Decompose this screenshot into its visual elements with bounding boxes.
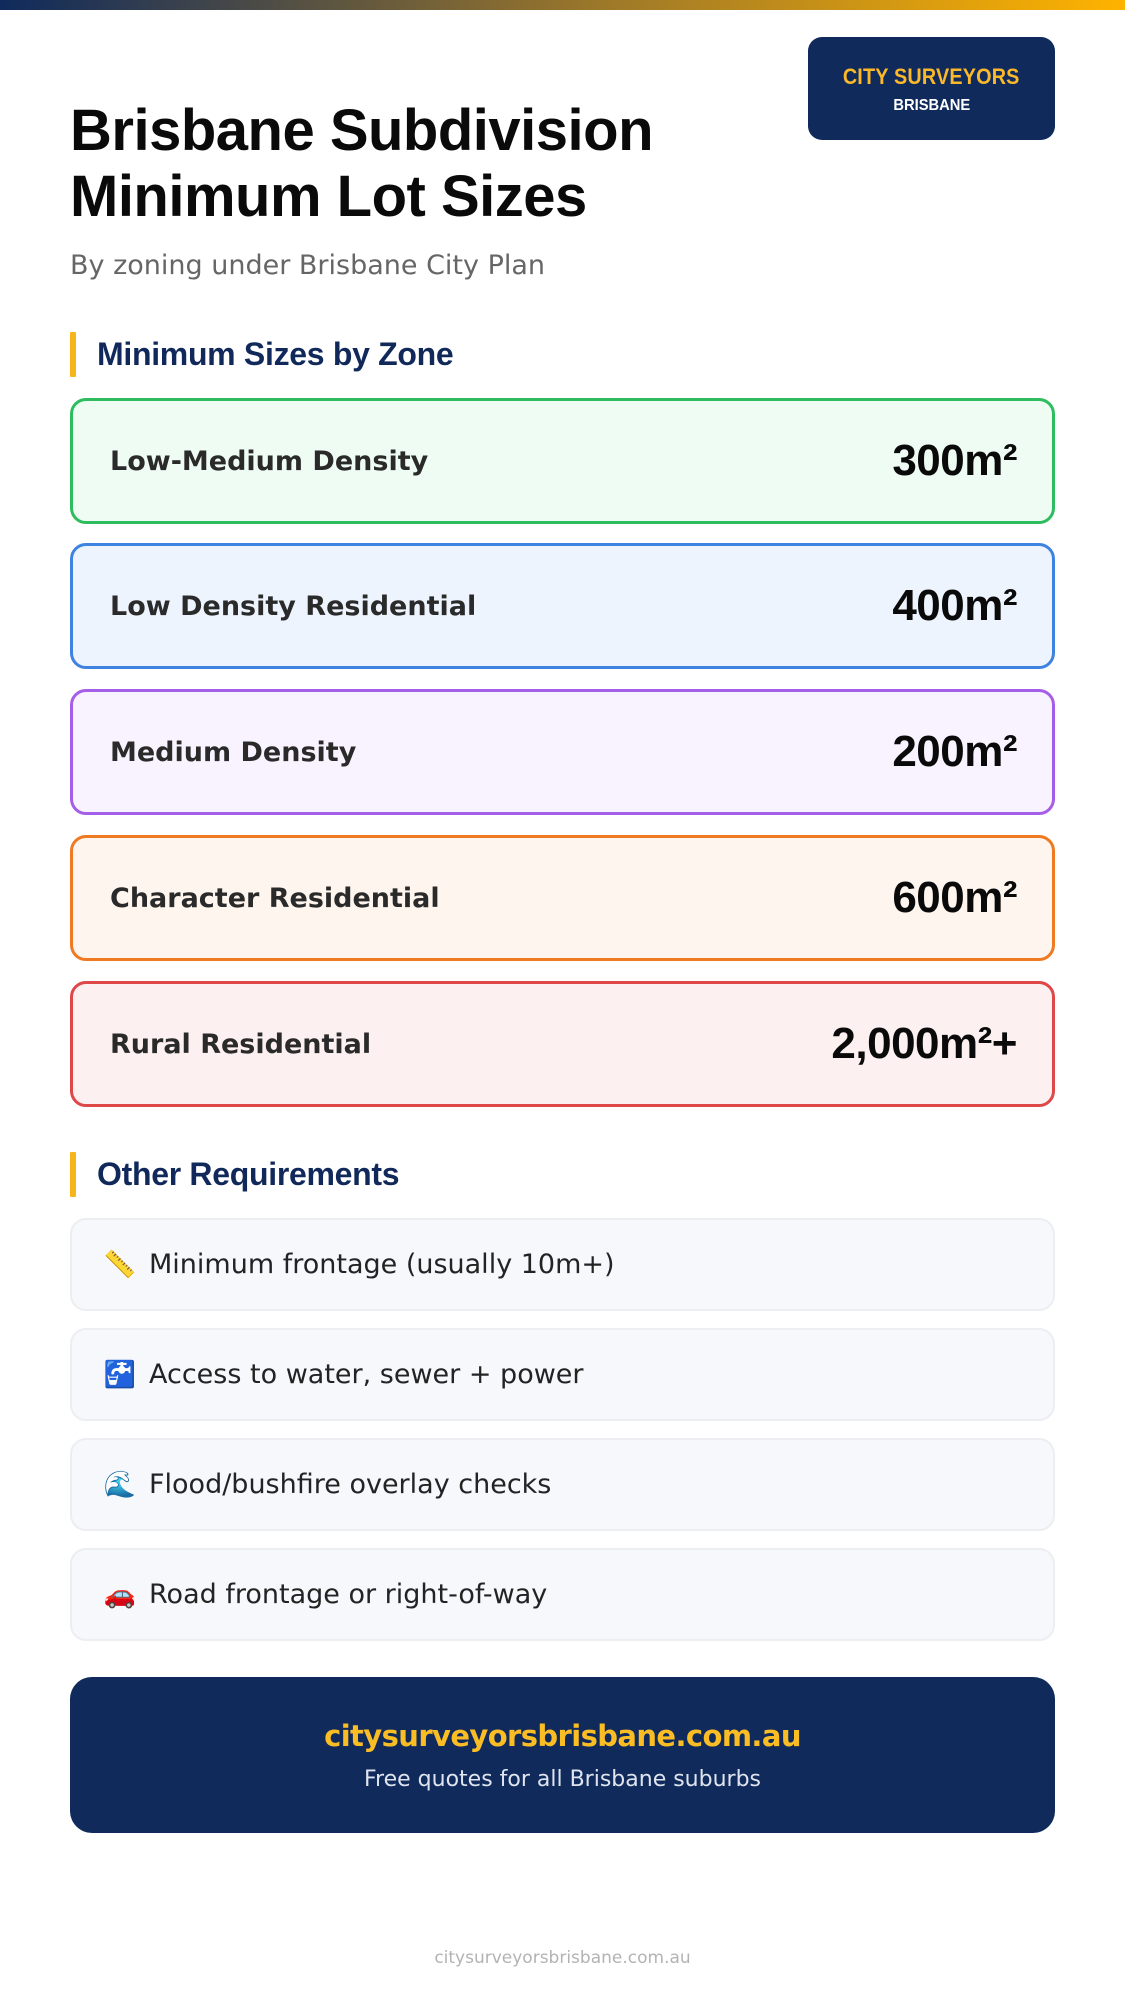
title-line-2: Minimum Lot Sizes [70, 164, 587, 229]
title-line-1: Brisbane Subdivision [70, 98, 653, 163]
zone-label: Medium Density [110, 736, 357, 768]
car-icon: 🚗 [103, 1579, 137, 1610]
zone-min-size: 400m² [892, 581, 1017, 630]
requirements-section-header [70, 1152, 399, 1197]
requirement-item [70, 1548, 1055, 1641]
requirement-text: Minimum frontage (usually 10m+) [149, 1249, 615, 1280]
zone-min-size: 300m² [892, 436, 1017, 485]
logo-main-text: CITY SURVEYORS [843, 63, 1020, 89]
zones-section-header [70, 332, 453, 377]
requirement-item [70, 1218, 1055, 1311]
zone-label: Low Density Residential [110, 590, 477, 622]
requirement-text: Flood/bushfire overlay checks [149, 1469, 552, 1500]
page-subtitle: By zoning under Brisbane City Plan [70, 250, 546, 281]
zone-label: Rural Residential [110, 1028, 372, 1060]
cta-banner [70, 1677, 1055, 1833]
zone-card-low-density-residential [70, 543, 1055, 669]
requirement-item [70, 1328, 1055, 1421]
cta-website-link[interactable]: citysurveyorsbrisbane.com.au [324, 1718, 801, 1753]
page-title [70, 98, 690, 230]
requirement-text: Access to water, sewer + power [149, 1359, 584, 1390]
requirement-item [70, 1438, 1055, 1531]
water-tap-icon: 🚰 [103, 1359, 137, 1390]
wave-icon: 🌊 [103, 1469, 137, 1500]
zone-card-medium-density [70, 689, 1055, 815]
zone-card-rural-residential [70, 981, 1055, 1107]
requirements-section-title: Other Requirements [97, 1156, 400, 1192]
section-accent-bar [70, 332, 76, 377]
zone-label: Low-Medium Density [110, 445, 429, 477]
logo-sub-text: BRISBANE [893, 96, 970, 114]
requirement-text: Road frontage or right-of-way [149, 1579, 548, 1610]
section-accent-bar [70, 1152, 76, 1197]
zone-card-character-residential [70, 835, 1055, 961]
zone-min-size: 2,000m²+ [831, 1019, 1017, 1068]
ruler-icon: 📏 [103, 1249, 137, 1280]
zones-section-title: Minimum Sizes by Zone [97, 336, 454, 372]
brand-logo [808, 37, 1055, 140]
zone-label: Character Residential [110, 882, 440, 914]
cta-subtitle: Free quotes for all Brisbane suburbs [363, 1766, 762, 1792]
zone-min-size: 200m² [892, 727, 1017, 776]
zone-min-size: 600m² [892, 873, 1017, 922]
zone-card-low-medium-density [70, 398, 1055, 524]
footer-website-text: citysurveyorsbrisbane.com.au [434, 1948, 691, 1968]
top-gradient-bar [0, 0, 1125, 10]
